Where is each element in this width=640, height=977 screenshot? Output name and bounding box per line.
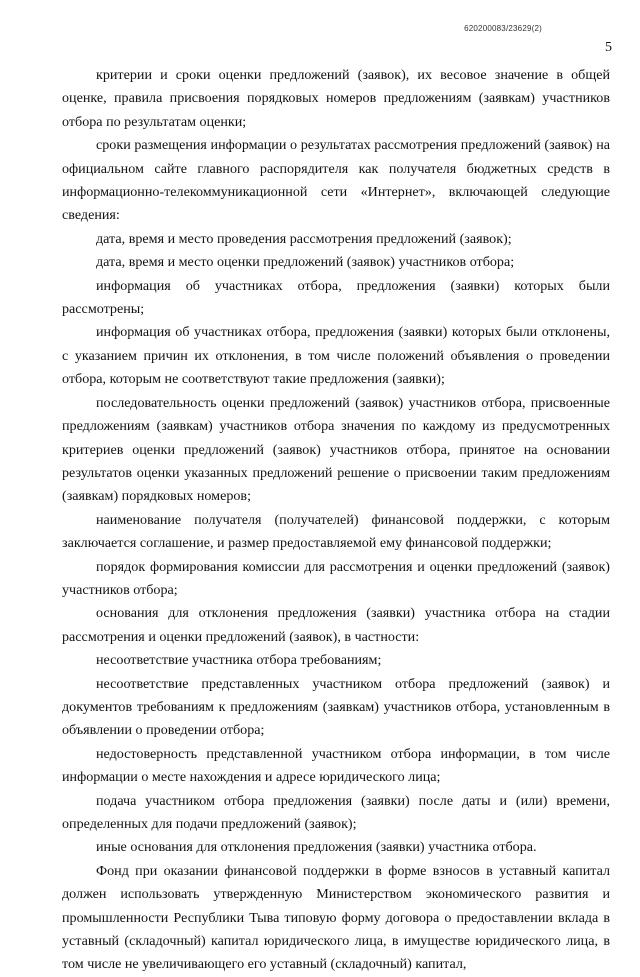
paragraph: информация об участниках отбора, предложения (заявки) которых были отклонены, с указанием причин их отклонения, в том числе положений объявления о проведении отбора, которым не соответствуют такие предложения (заявки); xyxy=(62,324,610,388)
document-id: 620200083/23629(2) xyxy=(464,24,542,33)
page-number: 5 xyxy=(605,40,612,55)
paragraph: недостоверность представленной участником отбора информации, в том числе информации о месте нахождения и адресе юридического лица; xyxy=(62,745,610,786)
paragraph: основания для отклонения предложения (заявки) участника отбора на стадии рассмотрения и оценки предложений (заявок), в частности: xyxy=(62,605,610,645)
paragraph: Фонд при оказании финансовой поддержки в форме взносов в уставный капитал должен использовать утвержденную Министерством экономического развития и промышленности Республики Тыва типовую форму договора о предоставлении вклада в уставный (складочный) капитал юридического лица, в имуществе юридического лица, в том числе не увеличивающего его уставный (складочный) капитал, xyxy=(62,862,610,973)
paragraph: порядок формирования комиссии для рассмотрения и оценки предложений (заявок) участников отбора; xyxy=(62,558,610,598)
paragraph: наименование получателя (получателей) финансовой поддержки, с которым заключается соглашение, и размер предоставляемой ему финансовой поддержки; xyxy=(62,511,610,552)
page-body xyxy=(62,64,610,977)
paragraph: несоответствие участника отбора требованиям; xyxy=(96,652,382,669)
paragraph: дата, время и место проведения рассмотрения предложений (заявок); xyxy=(96,230,512,247)
paragraph: информация об участниках отбора, предложения (заявки) которых были рассмотрены; xyxy=(62,277,610,318)
paragraph: дата, время и место оценки предложений (заявок) участников отбора; xyxy=(96,254,515,271)
paragraph: иные основания для отклонения предложения (заявки) участника отбора. xyxy=(96,839,537,856)
paragraph: подача участником отбора предложения (заявки) после даты и (или) времени, определенных для подачи предложений (заявок); xyxy=(62,792,610,832)
paragraph: критерии и сроки оценки предложений (заявок), их весовое значение в общей оценке, правила присвоения порядковых номеров предложениям (заявкам) участников отбора по результатам оценки; xyxy=(62,67,610,130)
paragraph: несоответствие представленных участником отбора предложений (заявок) и документов требованиям к предложениям (заявкам) участников отбора, установленным в объявлении о проведении отбора; xyxy=(62,675,610,739)
paragraph: сроки размещения информации о результатах рассмотрения предложений (заявок) на официальном сайте главного распорядителя как получателя бюджетных средств в информационно-телекоммуникационной сети «Интернет», включающей следующие сведения: xyxy=(62,137,610,224)
paragraph: последовательность оценки предложений (заявок) участников отбора, присвоенные предложениям (заявкам) участников отбора значения по каждому из предусмотренных критериев оценки предложений (заявок) участников отбора, принятое на основании результатов оценки указанных предложений решение о присвоении таким предложениям (заявкам) порядковых номеров; xyxy=(62,394,610,505)
